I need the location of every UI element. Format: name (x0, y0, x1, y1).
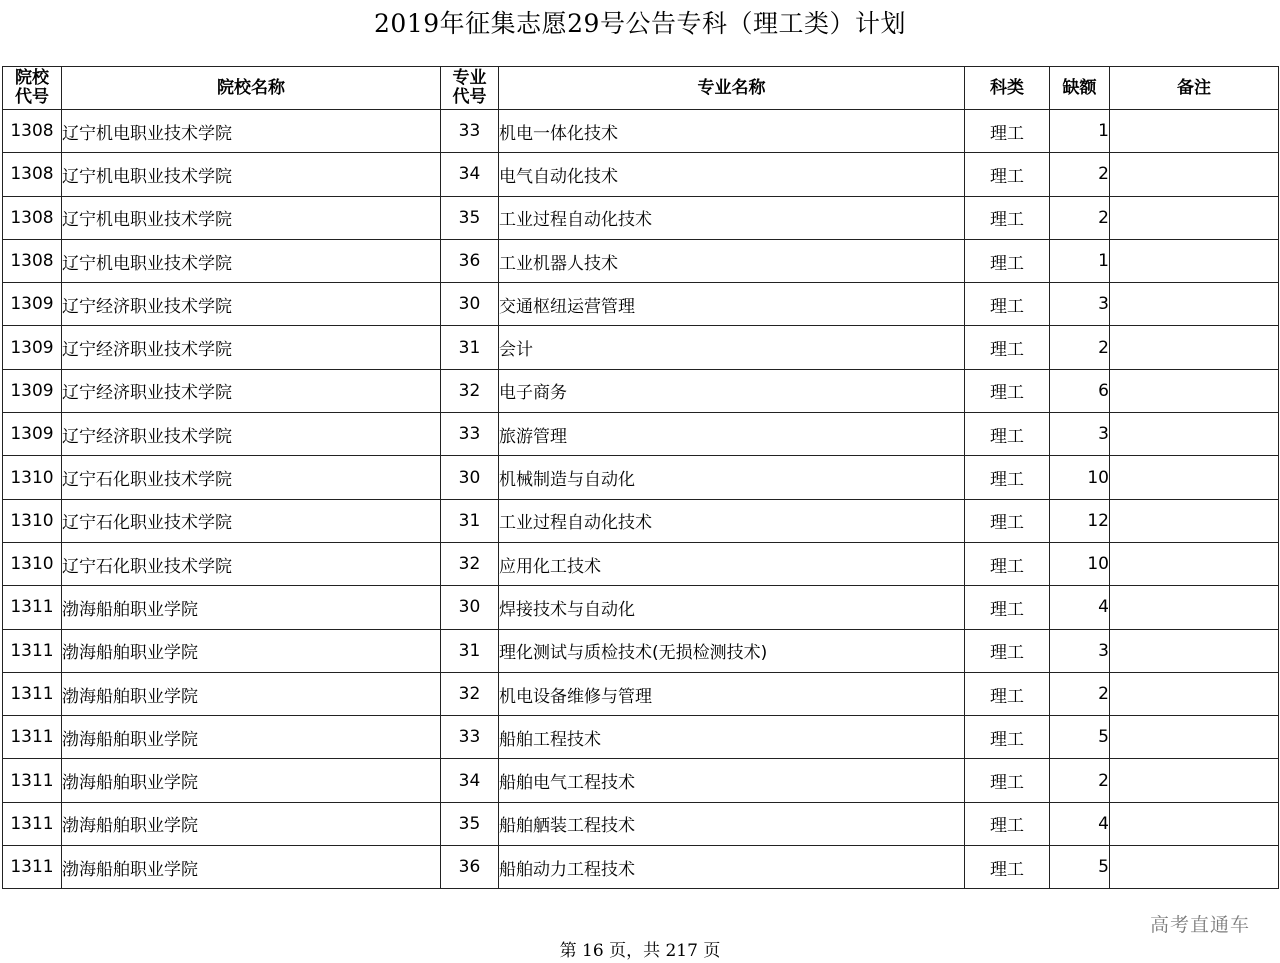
school-code-cell: 1308 (3, 239, 62, 282)
school-name-cell: 渤海船舶职业学院 (62, 629, 441, 672)
category-cell: 理工 (965, 759, 1050, 802)
major-code-cell: 33 (441, 716, 499, 759)
school-name-cell: 渤海船舶职业学院 (62, 586, 441, 629)
school-name-cell: 辽宁机电职业技术学院 (62, 110, 441, 153)
category-cell: 理工 (965, 716, 1050, 759)
category-cell: 理工 (965, 110, 1050, 153)
school-name-cell: 辽宁机电职业技术学院 (62, 239, 441, 282)
school-name-cell: 渤海船舶职业学院 (62, 846, 441, 889)
header-row (3, 67, 1279, 110)
school-code-cell: 1309 (3, 413, 62, 456)
category-cell: 理工 (965, 413, 1050, 456)
table-row (3, 846, 1279, 889)
school-name-cell: 辽宁经济职业技术学院 (62, 413, 441, 456)
school-code-cell: 1308 (3, 196, 62, 239)
major-name-cell: 电气自动化技术 (499, 153, 965, 196)
remarks-cell (1110, 586, 1279, 629)
major-code-cell: 30 (441, 456, 499, 499)
table-row (3, 456, 1279, 499)
vacancy-cell: 2 (1050, 672, 1110, 715)
vacancy-cell: 3 (1050, 283, 1110, 326)
vacancy-cell: 10 (1050, 456, 1110, 499)
table-row (3, 283, 1279, 326)
major-code-cell: 34 (441, 153, 499, 196)
school-name-cell: 辽宁石化职业技术学院 (62, 542, 441, 585)
category-cell: 理工 (965, 239, 1050, 282)
vacancy-cell: 2 (1050, 196, 1110, 239)
category-cell: 理工 (965, 283, 1050, 326)
school-code-cell: 1309 (3, 369, 62, 412)
major-code-cell: 33 (441, 110, 499, 153)
table-row (3, 672, 1279, 715)
watermark: 高考直通车 (1149, 914, 1250, 936)
page-title: 2019年征集志愿29号公告专科（理工类）计划 (374, 9, 906, 38)
school-code-cell: 1311 (3, 672, 62, 715)
table-header (3, 67, 1279, 110)
header-major-code-line2: 代号 (452, 87, 487, 107)
table-row (3, 326, 1279, 369)
table-body (3, 110, 1279, 889)
school-code-cell: 1311 (3, 759, 62, 802)
major-code-cell: 34 (441, 759, 499, 802)
major-code-cell: 33 (441, 413, 499, 456)
category-cell: 理工 (965, 586, 1050, 629)
vacancy-cell: 1 (1050, 110, 1110, 153)
major-code-cell: 32 (441, 542, 499, 585)
school-code-cell: 1308 (3, 153, 62, 196)
remarks-cell (1110, 413, 1279, 456)
table-row (3, 499, 1279, 542)
remarks-cell (1110, 283, 1279, 326)
vacancy-cell: 2 (1050, 153, 1110, 196)
header-remarks: 备注 (1110, 67, 1279, 110)
table-row (3, 413, 1279, 456)
vacancy-cell: 4 (1050, 802, 1110, 845)
vacancy-cell: 3 (1050, 629, 1110, 672)
major-name-cell: 船舶工程技术 (499, 716, 965, 759)
school-name-cell: 辽宁石化职业技术学院 (62, 456, 441, 499)
category-cell: 理工 (965, 369, 1050, 412)
major-code-cell: 32 (441, 369, 499, 412)
table-row (3, 716, 1279, 759)
header-category: 科类 (965, 67, 1050, 110)
table-row (3, 542, 1279, 585)
school-code-cell: 1310 (3, 542, 62, 585)
table-row (3, 153, 1279, 196)
school-code-cell: 1311 (3, 716, 62, 759)
school-name-cell: 渤海船舶职业学院 (62, 802, 441, 845)
major-code-cell: 31 (441, 326, 499, 369)
table-row (3, 196, 1279, 239)
vacancy-cell: 4 (1050, 586, 1110, 629)
vacancy-cell: 1 (1050, 239, 1110, 282)
page-footer: 第 16 页，共 217 页 (559, 941, 721, 961)
major-name-cell: 船舶动力工程技术 (499, 846, 965, 889)
school-code-cell: 1309 (3, 283, 62, 326)
major-code-cell: 36 (441, 846, 499, 889)
category-cell: 理工 (965, 629, 1050, 672)
major-code-cell: 35 (441, 196, 499, 239)
table-row (3, 110, 1279, 153)
header-major-code (441, 67, 499, 110)
category-cell: 理工 (965, 153, 1050, 196)
enrollment-plan-table (2, 66, 1279, 889)
category-cell: 理工 (965, 456, 1050, 499)
school-code-cell: 1311 (3, 846, 62, 889)
major-name-cell: 理化测试与质检技术(无损检测技术) (499, 629, 965, 672)
school-code-cell: 1311 (3, 629, 62, 672)
category-cell: 理工 (965, 846, 1050, 889)
vacancy-cell: 12 (1050, 499, 1110, 542)
major-name-cell: 机电设备维修与管理 (499, 672, 965, 715)
school-name-cell: 辽宁机电职业技术学院 (62, 196, 441, 239)
major-name-cell: 应用化工技术 (499, 542, 965, 585)
table-row (3, 759, 1279, 802)
remarks-cell (1110, 369, 1279, 412)
vacancy-cell: 2 (1050, 326, 1110, 369)
remarks-cell (1110, 153, 1279, 196)
remarks-cell (1110, 456, 1279, 499)
vacancy-cell: 5 (1050, 716, 1110, 759)
major-name-cell: 旅游管理 (499, 413, 965, 456)
vacancy-cell: 5 (1050, 846, 1110, 889)
school-name-cell: 辽宁机电职业技术学院 (62, 153, 441, 196)
category-cell: 理工 (965, 672, 1050, 715)
major-code-cell: 32 (441, 672, 499, 715)
table-row (3, 629, 1279, 672)
major-code-cell: 36 (441, 239, 499, 282)
header-school-code (3, 67, 62, 110)
school-name-cell: 辽宁石化职业技术学院 (62, 499, 441, 542)
school-code-cell: 1310 (3, 499, 62, 542)
school-code-cell: 1308 (3, 110, 62, 153)
major-code-cell: 31 (441, 629, 499, 672)
school-name-cell: 辽宁经济职业技术学院 (62, 369, 441, 412)
vacancy-cell: 3 (1050, 413, 1110, 456)
category-cell: 理工 (965, 499, 1050, 542)
major-name-cell: 船舶电气工程技术 (499, 759, 965, 802)
remarks-cell (1110, 716, 1279, 759)
remarks-cell (1110, 846, 1279, 889)
major-name-cell: 交通枢纽运营管理 (499, 283, 965, 326)
school-name-cell: 渤海船舶职业学院 (62, 759, 441, 802)
category-cell: 理工 (965, 326, 1050, 369)
major-name-cell: 焊接技术与自动化 (499, 586, 965, 629)
table-row (3, 802, 1279, 845)
header-major-name: 专业名称 (499, 67, 965, 110)
category-cell: 理工 (965, 196, 1050, 239)
remarks-cell (1110, 629, 1279, 672)
school-code-cell: 1309 (3, 326, 62, 369)
remarks-cell (1110, 239, 1279, 282)
category-cell: 理工 (965, 802, 1050, 845)
remarks-cell (1110, 110, 1279, 153)
remarks-cell (1110, 542, 1279, 585)
school-code-cell: 1311 (3, 802, 62, 845)
school-code-cell: 1310 (3, 456, 62, 499)
remarks-cell (1110, 326, 1279, 369)
major-code-cell: 30 (441, 586, 499, 629)
vacancy-cell: 6 (1050, 369, 1110, 412)
major-name-cell: 工业过程自动化技术 (499, 196, 965, 239)
header-school-name: 院校名称 (62, 67, 441, 110)
header-school-code-line1: 院校 (15, 68, 49, 88)
remarks-cell (1110, 759, 1279, 802)
remarks-cell (1110, 672, 1279, 715)
major-code-cell: 31 (441, 499, 499, 542)
header-major-code-line1: 专业 (452, 68, 487, 88)
major-name-cell: 机电一体化技术 (499, 110, 965, 153)
remarks-cell (1110, 196, 1279, 239)
school-code-cell: 1311 (3, 586, 62, 629)
major-name-cell: 机械制造与自动化 (499, 456, 965, 499)
school-name-cell: 辽宁经济职业技术学院 (62, 326, 441, 369)
school-name-cell: 渤海船舶职业学院 (62, 716, 441, 759)
school-name-cell: 辽宁经济职业技术学院 (62, 283, 441, 326)
table-row (3, 239, 1279, 282)
remarks-cell (1110, 802, 1279, 845)
vacancy-cell: 2 (1050, 759, 1110, 802)
major-name-cell: 电子商务 (499, 369, 965, 412)
major-code-cell: 35 (441, 802, 499, 845)
category-cell: 理工 (965, 542, 1050, 585)
major-name-cell: 会计 (499, 326, 965, 369)
header-vacancy: 缺额 (1050, 67, 1110, 110)
major-name-cell: 工业过程自动化技术 (499, 499, 965, 542)
table-row (3, 586, 1279, 629)
school-name-cell: 渤海船舶职业学院 (62, 672, 441, 715)
major-code-cell: 30 (441, 283, 499, 326)
major-name-cell: 工业机器人技术 (499, 239, 965, 282)
major-name-cell: 船舶舾装工程技术 (499, 802, 965, 845)
vacancy-cell: 10 (1050, 542, 1110, 585)
table-row (3, 369, 1279, 412)
header-school-code-line2: 代号 (15, 87, 49, 107)
remarks-cell (1110, 499, 1279, 542)
